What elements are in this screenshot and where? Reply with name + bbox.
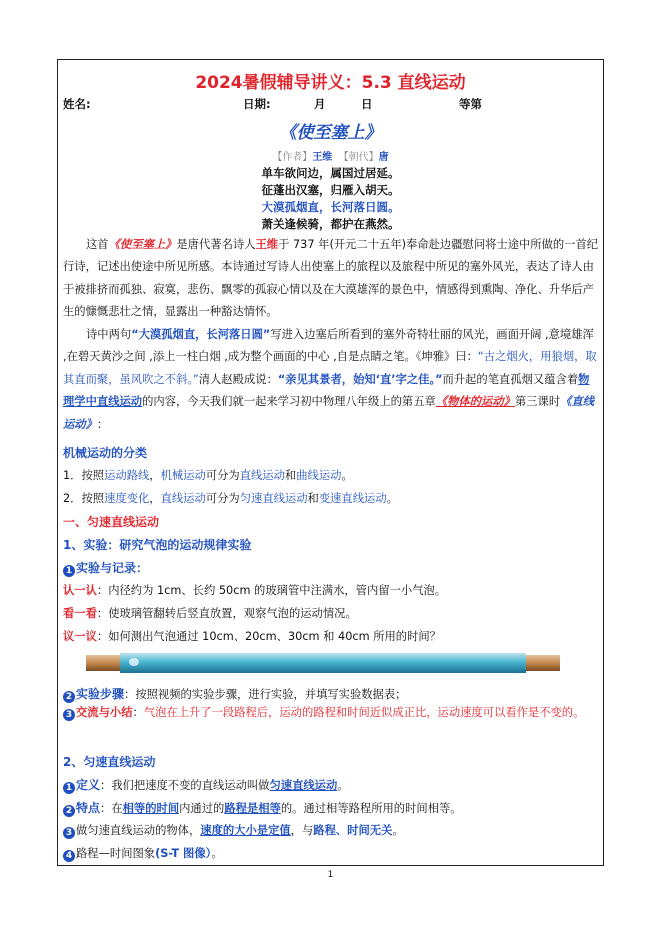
document-title: 2024暑假辅导讲义：5.3 直线运动 [195,73,466,93]
number-1-icon: 1 [63,782,75,794]
number-1-icon: 1 [63,565,75,577]
classify-heading: 机械运动的分类 [63,446,148,460]
feature-line: 2 特点：在相等的时间内通过的路程是相等的。通过相等路程所用的时间相等。 [63,799,603,817]
date-label: 日期: [243,97,271,111]
poem-title: 《使至塞上》 [279,123,382,143]
dynasty-name: 唐 [378,152,389,163]
st-graph-line: 4 路程—时间图象(S-T 图像）。 [63,845,603,862]
number-4-icon: 4 [63,850,75,862]
glass-tube-image [86,653,560,673]
name-label: 姓名: [63,97,91,111]
number-2-icon: 2 [63,805,75,817]
dynasty-tag: 【朝代】 [338,152,379,163]
day-label: 日 [361,97,373,111]
intro-paragraph-2: 诗中两句“大漠孤烟直，长河落日圆”写进入边塞后所看到的塞外奇特壮丽的风光，画面开阔 ,意境雄浑 ,在碧天黄沙之间 ,添上一柱白烟 ,成为整个画面的中心 ,自是点睛之笔。《坤雅》曰：“古之烟火，用狼烟，取其直而聚，虽风吹之不斜。”清人赵殿成说：“亲见其景者，始知‘直’字之佳。”而升起的笔直孤烟又蕴含着物理学中直线运动的内容，今天我们就一起来学习初中物理八年级上的第五章《物体的运动》第三课时《直线运动》： [63,328,597,431]
identify-line: 认一认：内径约为 1cm、长约 50cm 的玻璃管中注满水，管内留一小气泡。 [63,584,447,597]
section-1-sub-heading: 1、实验：研究气泡的运动规律实验 [63,538,252,552]
author-tag: 【作者】 [272,152,313,163]
number-2-icon: 2 [63,691,75,703]
grade-label: 等第 [459,97,482,111]
poem-author-line [0,148,661,163]
definition-line: 1 定义：我们把速度不变的直线运动叫做匀速直线运动。 [63,776,603,794]
poem-line-1: 单车欲问边，属国过居延。 [261,166,400,180]
discuss-line: 议一议：如何测出气泡通过 10cm、20cm、30cm 和 40cm 所用的时间？ [63,630,441,643]
section-1-heading: 一、匀速直线运动 [63,515,160,529]
page-number: 1 [327,870,334,880]
steps-line: 2 实验步骤：按照视频的实验步骤，进行实验，并填写实验数据表； [63,685,603,703]
author-name: 王维 [312,152,333,163]
summary-line: 3 交流与小结：气泡在上升了一段路程后，运动的路程和时间近似成正比，运动速度可以看作是不变的。 [63,702,600,724]
poem-line-2: 征蓬出汉塞，归雁入胡天。 [261,183,400,197]
constant-speed-line: 3 做匀速直线运动的物体，速度的大小是定值，与路程、时间无关。 [63,822,603,839]
observe-line: 看一看：使玻璃管翻转后竖直放置，观察气泡的运动情况。 [63,607,357,620]
number-3-icon: 3 [63,827,75,839]
intro-paragraph-1: 这首《使至塞上》是唐代著名诗人王维于 737 年(开元二十五年)奉命赴边疆慰问将士途中所做的一首纪行诗，记述出使途中所见所感。本诗通过写诗人出使塞上的旅程以及旅程中所见的塞外风光，表达了诗人由于被排挤而孤独、寂寞，悲伤、飘零的孤寂心情以及在大漠雄浑的景色中，情感得到熏陶、净化、升华后产生的慷慨悲壮之情，显露出一种豁达情怀。 [63,238,599,319]
record-heading: 1 实验与记录： [63,559,603,577]
student-info-row [63,96,603,112]
month-label: 月 [314,97,326,111]
section-2-heading: 2、匀速直线运动 [63,755,156,769]
number-3-icon: 3 [63,709,75,721]
classify-item-1: 1．按照运动路线，机械运动可分为直线运动和曲线运动。 [63,469,353,482]
classify-item-2: 2．按照速度变化，直线运动可分为匀速直线运动和变速直线运动。 [63,492,398,505]
poem-line-4: 萧关逢候骑，都护在燕然。 [261,217,400,231]
poem-line-3: 大漠孤烟直，长河落日圆。 [261,200,400,214]
